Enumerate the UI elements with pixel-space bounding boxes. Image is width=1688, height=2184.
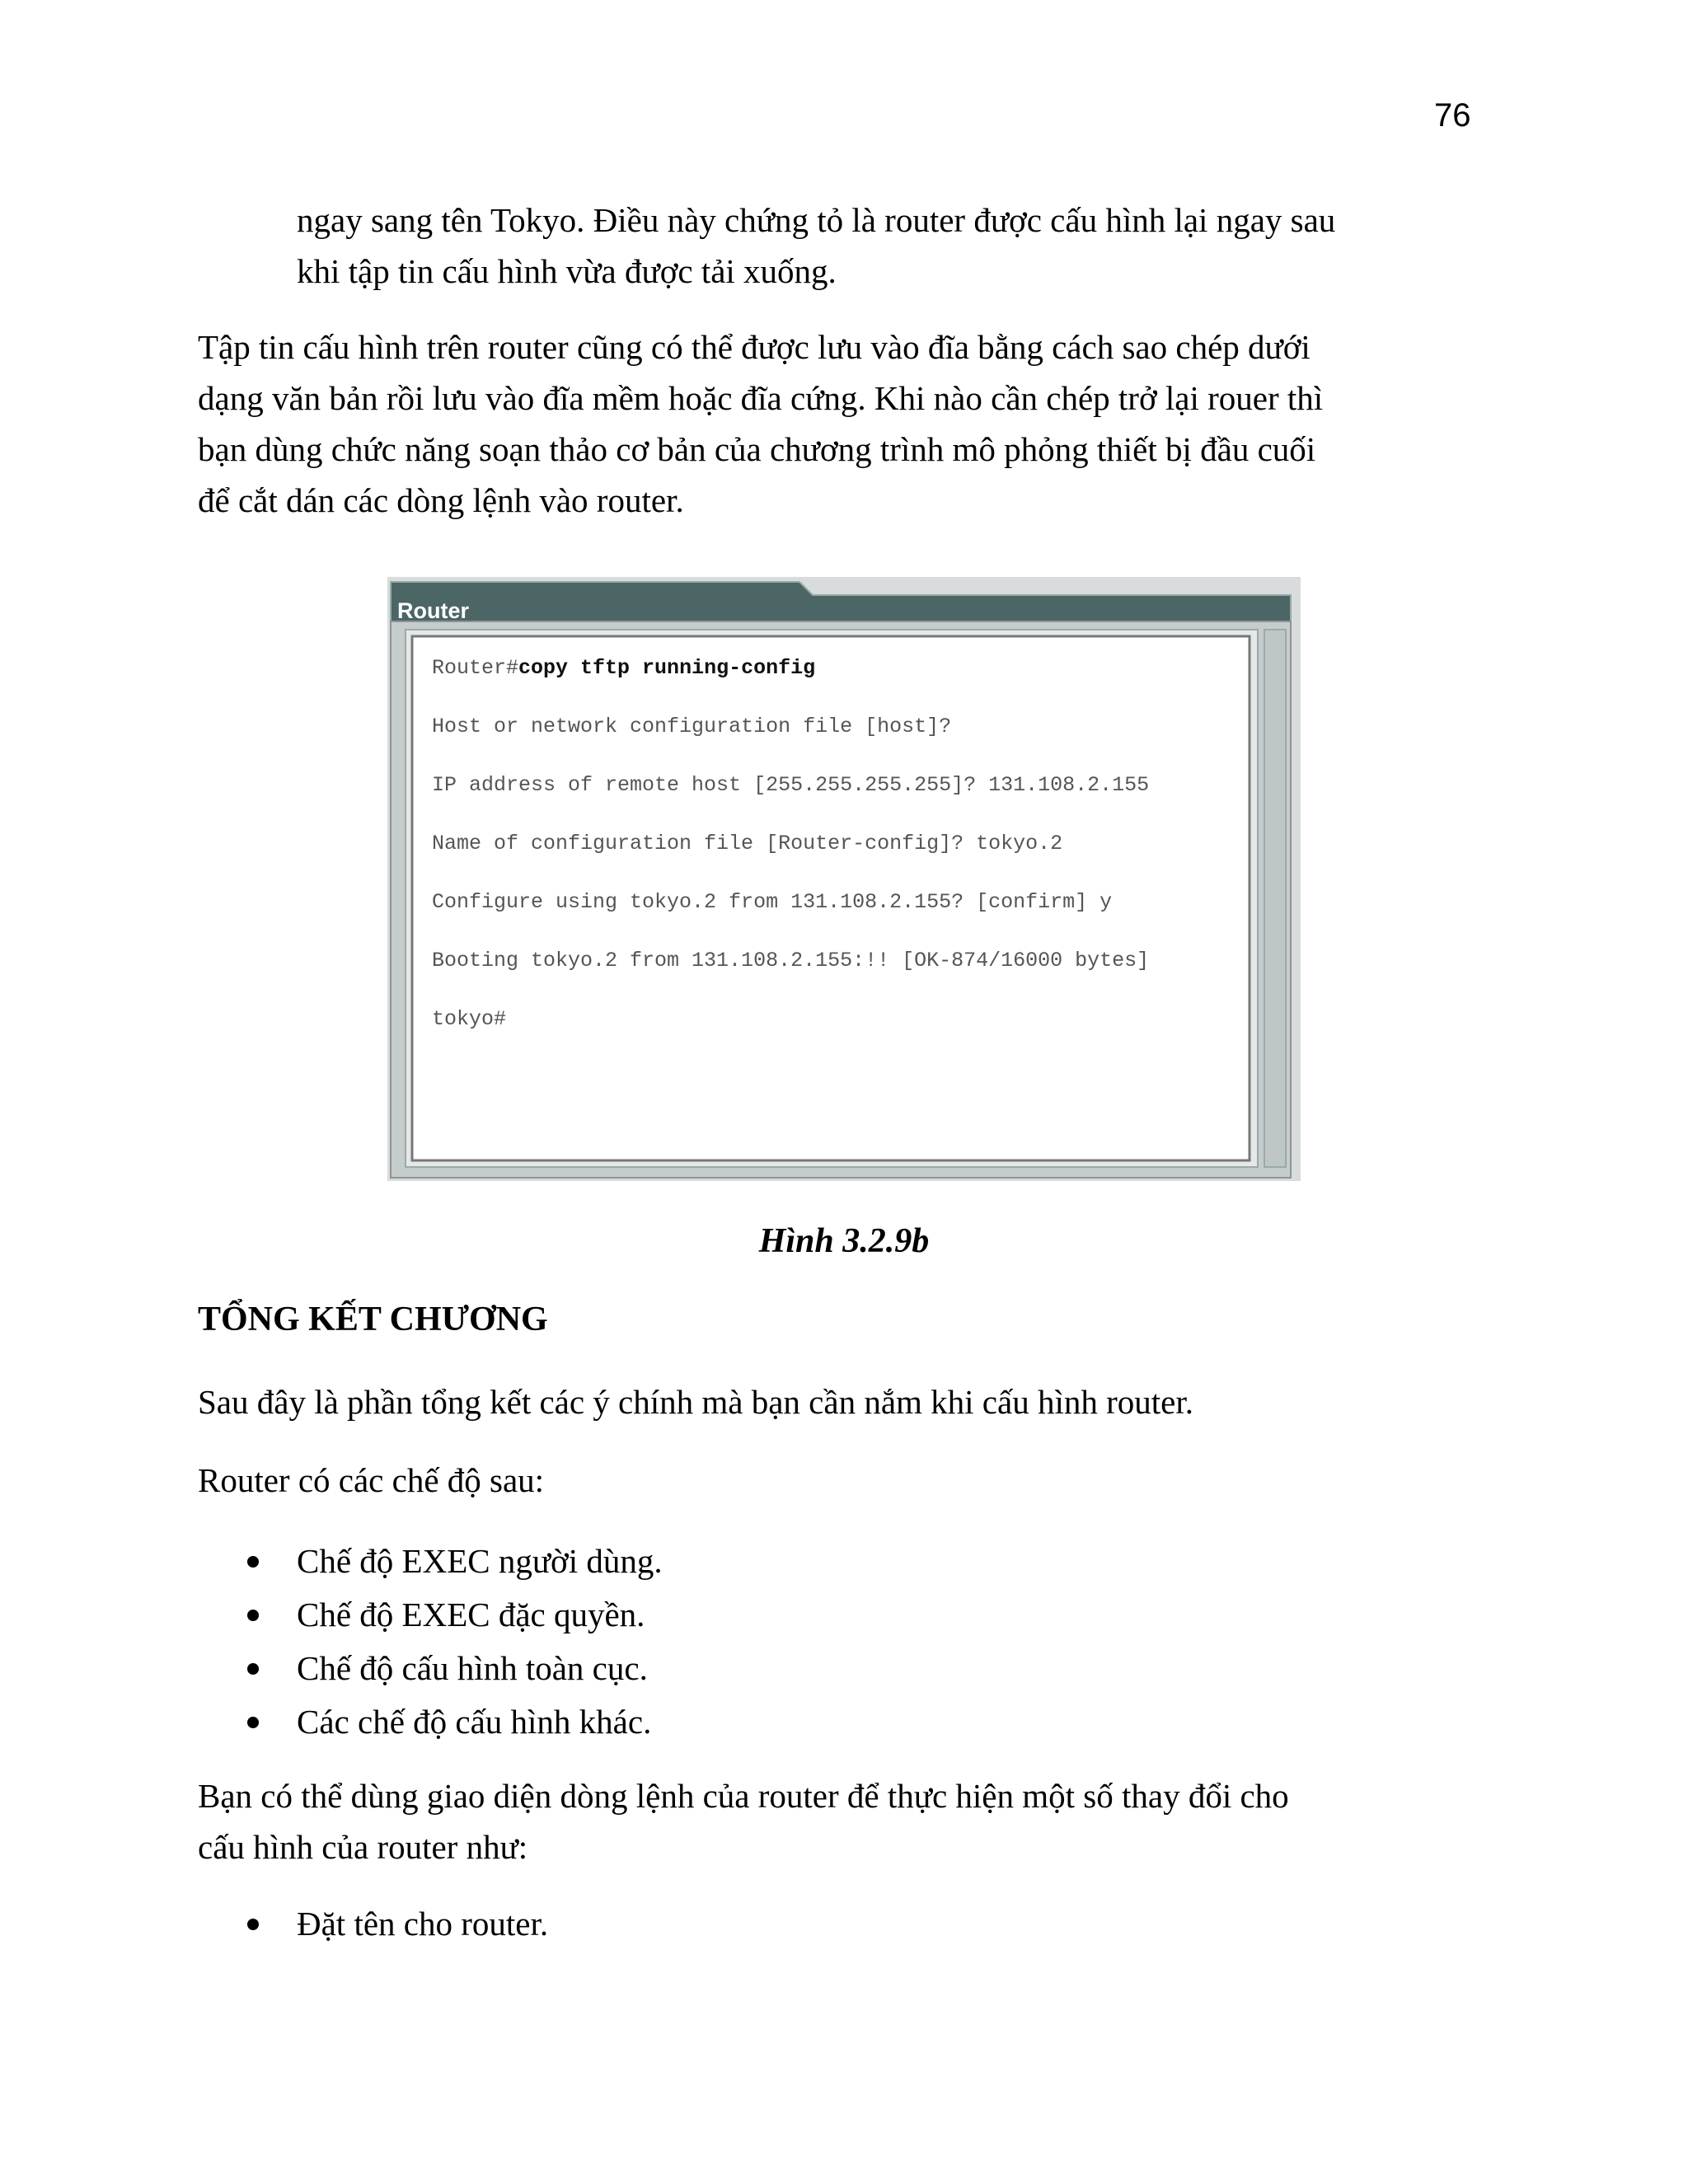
paragraph-line: Tập tin cấu hình trên router cũng có thể được lưu vào đĩa bằng cách sao chép dưới: [198, 328, 1311, 366]
bullet-icon: [247, 1717, 259, 1728]
window-title: Router: [397, 598, 469, 623]
terminal-line: Name of configuration file [Router-config]? tokyo.2: [432, 832, 1063, 855]
cli-list: [198, 1897, 1484, 1951]
page-number: 76: [1434, 97, 1471, 134]
list-item: [198, 1695, 1484, 1749]
bullet-icon: [247, 1556, 259, 1568]
paragraph-line: dạng văn bản rồi lưu vào đĩa mềm hoặc đĩa cứng. Khi nào cần chép trở lại rouer thì: [198, 379, 1324, 417]
list-item: [198, 1642, 1484, 1695]
terminal-command: copy tftp running-config: [518, 656, 816, 680]
paragraph-line: để cắt dán các dòng lệnh vào router.: [198, 481, 684, 519]
terminal-line: IP address of remote host [255.255.255.255]? 131.108.2.155: [432, 773, 1150, 797]
list-item-text: Đặt tên cho router.: [297, 1905, 549, 1943]
paragraph-line: ngay sang tên Tokyo. Điều này chứng tỏ là router được cấu hình lại ngay sau: [297, 201, 1336, 239]
terminal-line: Host or network configuration file [host]?: [432, 715, 952, 738]
terminal-prompt: Router#: [432, 656, 519, 680]
paragraph-line: Bạn có thể dùng giao diện dòng lệnh của router để thực hiện một số thay đổi cho: [198, 1777, 1289, 1815]
list-item: [198, 1897, 1484, 1951]
bullet-icon: [247, 1663, 259, 1675]
bullet-icon: [247, 1610, 259, 1621]
paragraph-line: khi tập tin cấu hình vừa được tải xuống.: [297, 252, 837, 290]
summary-intro: Sau đây là phần tổng kết các ý chính mà bạn cần nắm khi cấu hình router.: [198, 1383, 1193, 1421]
list-item-text: Các chế độ cấu hình khác.: [297, 1703, 652, 1741]
cli-intro: [198, 1770, 1484, 1872]
paragraph-config-save: [198, 321, 1484, 526]
router-terminal-figure: [387, 577, 1301, 1181]
terminal-line: tokyo#: [432, 1007, 507, 1031]
list-item-text: Chế độ EXEC người dùng.: [297, 1542, 663, 1580]
paragraph-continuation: [297, 194, 1484, 297]
list-item-text: Chế độ EXEC đặc quyền.: [297, 1596, 645, 1633]
modes-list: [198, 1535, 1484, 1749]
terminal-line: [432, 656, 815, 680]
terminal-line: Booting tokyo.2 from 131.108.2.155:!! [OK-874/16000 bytes]: [432, 949, 1150, 972]
terminal-output: [415, 640, 1246, 1157]
figure-caption: Hình 3.2.9b: [758, 1222, 930, 1260]
bullet-icon: [247, 1919, 259, 1930]
terminal-line: Configure using tokyo.2 from 131.108.2.155? [confirm] y: [432, 890, 1113, 914]
list-item: [198, 1588, 1484, 1642]
list-item-text: Chế độ cấu hình toàn cục.: [297, 1649, 648, 1687]
paragraph-line: cấu hình của router như:: [198, 1828, 528, 1866]
section-heading: TỔNG KẾT CHƯƠNG: [198, 1301, 548, 1338]
list-item: [198, 1535, 1484, 1588]
modes-intro: Router có các chế độ sau:: [198, 1461, 545, 1499]
paragraph-line: bạn dùng chức năng soạn thảo cơ bản của chương trình mô phỏng thiết bị đầu cuối: [198, 430, 1316, 468]
